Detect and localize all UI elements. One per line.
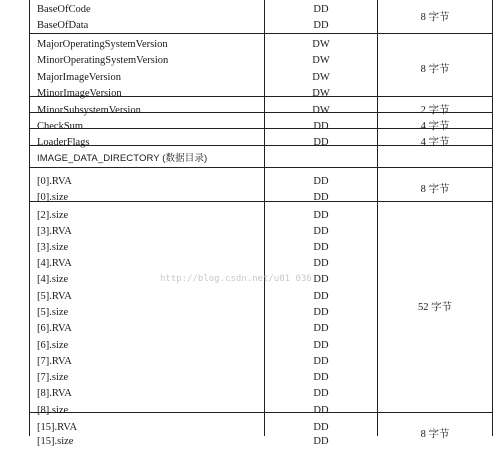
field-type: DD	[313, 388, 329, 399]
field-name: BaseOfCode	[37, 4, 91, 15]
field-name: [4].size	[37, 274, 69, 285]
field-size: 2 字节	[420, 105, 450, 116]
table-left-border	[29, 0, 30, 436]
field-name: [3].RVA	[37, 226, 72, 237]
field-name: [8].RVA	[37, 388, 72, 399]
field-name: [5].RVA	[37, 291, 72, 302]
field-type: DD	[313, 422, 329, 433]
field-type: DW	[312, 72, 330, 83]
field-type: DD	[313, 242, 329, 253]
field-type: DD	[313, 121, 329, 132]
field-name: [15].RVA	[37, 422, 78, 433]
field-name: BaseOfData	[37, 20, 89, 31]
field-type: DD	[313, 4, 329, 15]
field-type: DD	[313, 340, 329, 351]
field-name: [6].size	[37, 340, 69, 351]
watermark: http://blog.csdn.net/u01 036	[160, 274, 312, 284]
field-type: DD	[313, 405, 329, 416]
field-type: DD	[313, 436, 329, 447]
field-name: [7].size	[37, 372, 69, 383]
field-name: [0].RVA	[37, 176, 72, 187]
field-name: [0].size	[37, 192, 69, 203]
field-name: [15].size	[37, 436, 74, 447]
field-type: DD	[313, 258, 329, 269]
field-type: DD	[313, 274, 329, 285]
field-name: [7].RVA	[37, 356, 72, 367]
field-type: DD	[313, 307, 329, 318]
field-type: DD	[313, 192, 329, 203]
field-type: DW	[312, 55, 330, 66]
field-type: DD	[313, 210, 329, 221]
field-size: 8 字节	[420, 429, 450, 440]
field-type: DD	[313, 226, 329, 237]
field-type: DD	[313, 323, 329, 334]
field-name: [5].size	[37, 307, 69, 318]
field-name: MajorOperatingSystemVersion	[37, 39, 168, 50]
field-type: DD	[313, 20, 329, 31]
field-type: DW	[312, 105, 330, 116]
field-type: DD	[313, 356, 329, 367]
field-name: MinorSubsystemVersion	[37, 105, 141, 116]
row-divider	[29, 167, 493, 168]
field-type: DW	[312, 39, 330, 50]
field-type: DD	[313, 176, 329, 187]
field-name: CheckSum	[37, 121, 84, 132]
field-name: [3].size	[37, 242, 69, 253]
field-name: MinorImageVersion	[37, 88, 122, 99]
field-size: 8 字节	[420, 64, 450, 75]
field-size: 52 字节	[417, 302, 453, 313]
field-name: MinorOperatingSystemVersion	[37, 55, 169, 66]
field-type: DD	[313, 137, 329, 148]
field-type: DD	[313, 291, 329, 302]
section-header: IMAGE_DATA_DIRECTORY (数据目录)	[37, 153, 208, 164]
field-size: 4 字节	[420, 121, 450, 132]
field-type: DD	[313, 372, 329, 383]
field-size: 8 字节	[420, 12, 450, 23]
field-name: MajorImageVersion	[37, 72, 121, 83]
field-size: 8 字节	[420, 184, 450, 195]
field-type: DW	[312, 88, 330, 99]
field-name: [8].size	[37, 405, 69, 416]
field-name: [6].RVA	[37, 323, 72, 334]
field-name: LoaderFlags	[37, 137, 90, 148]
field-name: [4].RVA	[37, 258, 72, 269]
field-name: [2].size	[37, 210, 69, 221]
field-size: 4 字节	[420, 137, 450, 148]
